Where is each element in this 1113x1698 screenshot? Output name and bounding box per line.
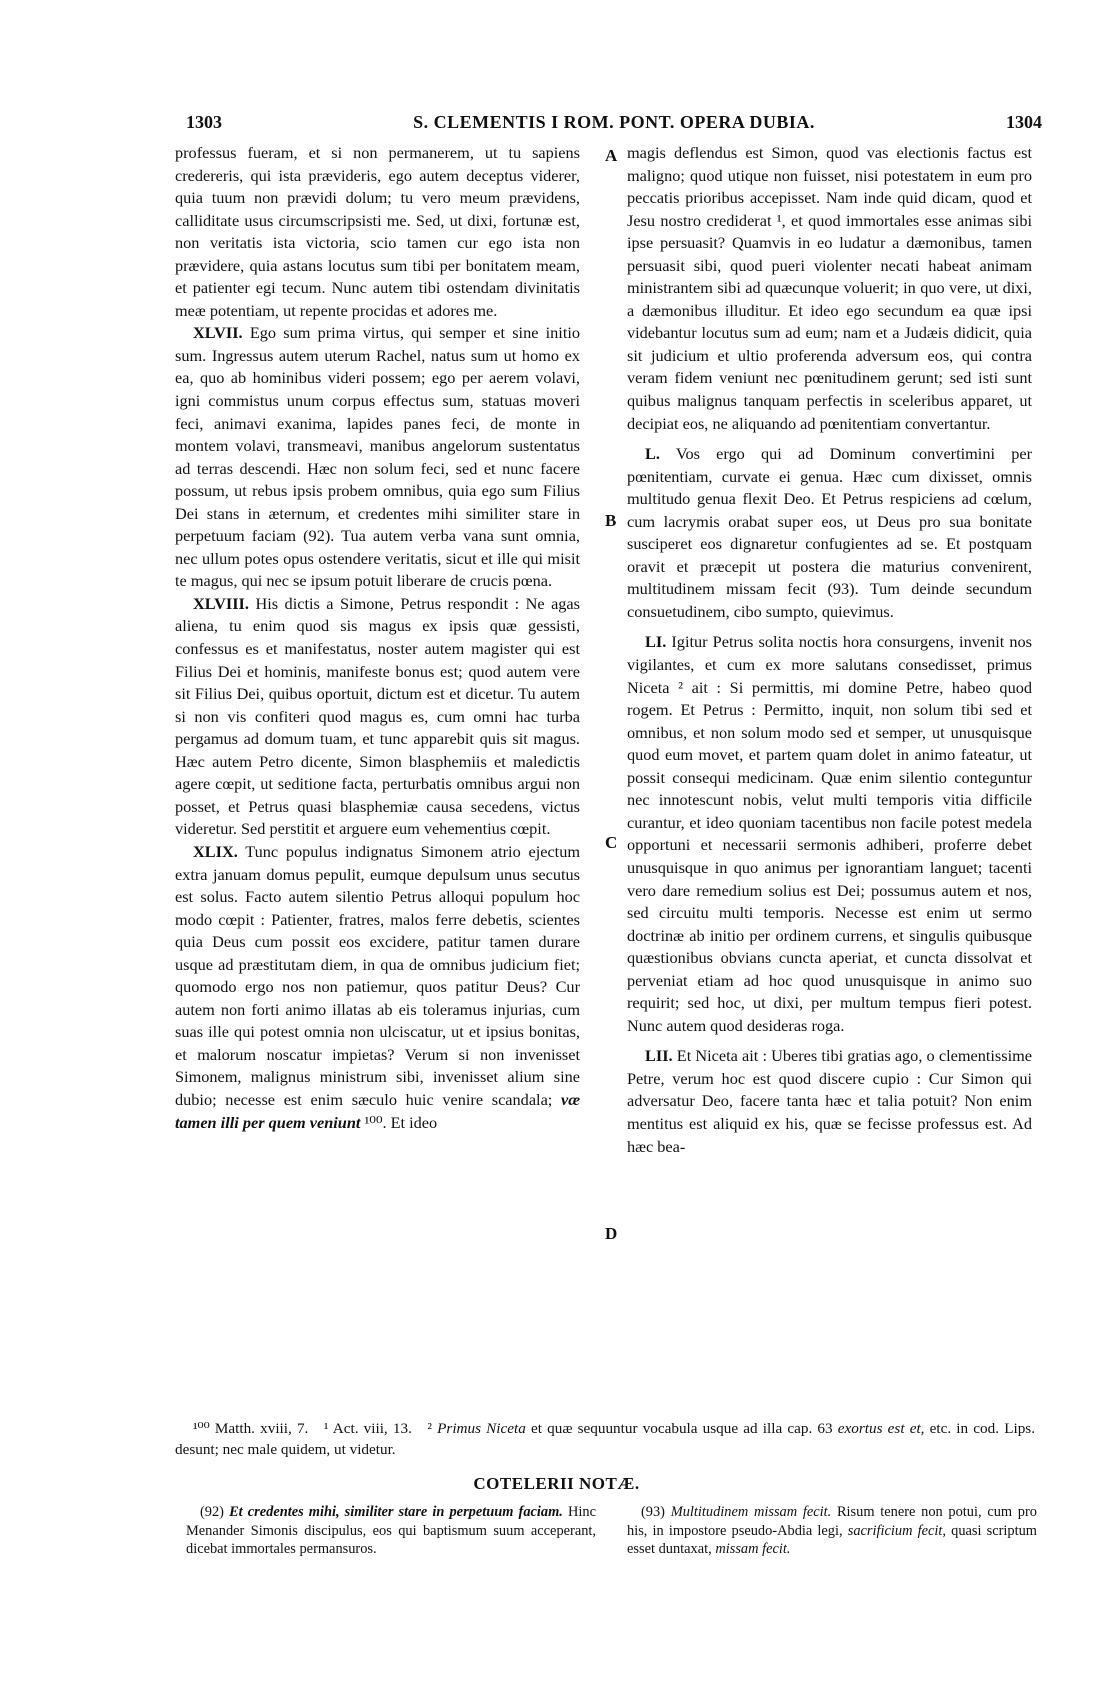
chapter-number: XLVIII. bbox=[193, 593, 249, 613]
chapter-number: LII. bbox=[645, 1046, 673, 1066]
paragraph-li: LI. Igitur Petrus solita noctis hora consurgens, invenit nos vigilantes, et cum ex more salutans consedisset, primus Niceta ² ait : Si permittis, mi domine Petre, habeo quod rogem. Et Petrus : Permitto, inquit, non solum tibi sed et omnibus, et non solum modo sed et semper, ut unusquisque quod eum movet, et partem quam dolet in animo fateatur, ut possit consequi medicinam. Quæ enim silentio conteguntur nec innotescunt nobis, velut multi temporis vitia difficile curantur, et ideo quoniam tacentibus non facile potest medela opportuni et necessarii sermonis adhiberi, proferre debet unusquisque in quo animus per ignorantiam languet; tacenti vero dare remedium solius est Dei; possumus autem et nos, sed circuitu multi temporis. Necesse est enim ut sermo doctrinæ ab initio per ordinem currens, et singulis quibusque quæstionibus obvians cuncta aperiat, et cuncta dissolvat et perveniat etiam ad hoc quod unusquisque in animo suo requirit; sed hoc, ut dixi, per multum tempus fieri potest. Nunc autem quod desideras roga. bbox=[627, 632, 1032, 1035]
margin-letter-a: A bbox=[605, 146, 618, 165]
margin-letter-d: D bbox=[605, 1224, 618, 1243]
notes-heading: COTELERII NOTÆ. bbox=[473, 1474, 640, 1493]
running-header bbox=[186, 112, 1042, 138]
paragraph-xlviii: XLVIII. His dictis a Simone, Petrus respondit : Ne agas aliena, tu enim quod sis magus ex ipsis quæ gessisti, confessus es et manifestatus, noster autem magister qui est Filius Dei et hominis, manifeste bonus est; quod autem vere sit Filius Dei, quibus oportuit, dictum est et dicetur. Tu autem si non vis confiteri quod magus es, cum omni hac turba pergamus ad domum tuam, et tunc apparebit quis sit magus. Hæc autem Petro dicente, Simon blasphemiis et maledictis agere cœpit, ut seditione facta, perturbatis omnibus argui non posset, et Petrus quasi blasphemiæ causa secedens, victus videretur. Sed perstitit et arguere eum vehementius cœpit. bbox=[175, 593, 580, 839]
page-number-right: 1304 bbox=[1006, 112, 1042, 132]
chapter-number: LI. bbox=[645, 632, 667, 652]
paragraph-xlvii: XLVII. Ego sum prima virtus, qui semper et sine initio sum. Ingressus autem uterum Rachel, natus sum ut homo ex ea, quo ab hominibus videri possem; ego per aerem volavi, igni commistus unum corpus effectus sum, statuas moveri feci, animavi exanima, lapides panes feci, de monte in montem volavi, transmeavi, manibus angelorum sustentatus ad terras descendi. Hæc non solum feci, sed et nunc facere possum, ut rebus ipsis probem omnibus, quia ego sum Filius Dei stans in æternum, et credentes mihi similiter stare in perpetuum faciam (92). Tua autem verba vana sunt omnia, nec ullum potes opus ostendere veritatis, sicut et ille qui misit te magus, qui nec se ipsum potuit liberare de crucis pœna. bbox=[175, 323, 581, 591]
footnote-line: ¹⁰⁰ Matth. xviii, 7. ¹ Act. viii, 13. ² Primus Niceta et quæ sequuntur vocabula usque ad illa cap. 63 exortus est et, etc. in cod. Lips. desunt; nec male quidem, ut videtur. bbox=[175, 1420, 1035, 1458]
page-number-left: 1303 bbox=[186, 112, 222, 132]
paragraph-xlix: XLIX. Tunc populus indignatus Simonem atrio ejectum extra januam domus pepulit, eumque depulsum unus secutus est solus. Facto autem silentio Petrus alloqui populum hoc modo cœpit : Patienter, fratres, malos ferre debetis, scientes quia Deus cum possit eos excidere, patitur tamen durare usque ad præstitutam diem, in qua de omnibus judicium fiet; quomodo ergo nos non patiemur, quos patitur Deus? Cur autem non forti animo illatas ab eis toleramus injurias, cum suas ille qui potest omnia non ulciscatur, ut et ipsius bonitas, et malorum noscatur impietas? Verum si non invenisset Simonem, malignus ministrum sibi, invenisset alium sine dubio; necesse est enim sæculo huic venire scandala; væ tamen illi per quem veniunt ¹⁰⁰. Et ideo bbox=[175, 841, 581, 1132]
chapter-number: XLIX. bbox=[193, 841, 238, 861]
paragraph: professus fueram, et si non permanerem, ut tu sapiens credereris, qui ista prævideris, ego autem deceptus viderer, quia tuum non prævidi dolum; tu vero meum prævidens, calliditate usus circumscripsisti me. Sed, ut dixi, fortunæ est, non veritatis ista victoria, scio tamen cur ego ista non prævidere, quia astans locutus sum tibi per bonitatem meam, et patienter egi tecum. Nunc autem tibi ostendam divinitatis meæ potentiam, ut repente procidas et adores me. bbox=[175, 143, 580, 320]
paragraph: magis deflendus est Simon, quod vas electionis factus est maligno; quod utique non fuisset, nisi potestatem in eum pro peccatis prioribus accepisset. Nam inde quid dicam, quod et Jesu nostro crediderat ¹, et quod immortales esse animas sibi ipse persuasit? Quamvis in eo ludatur a dæmonibus, tamen persuasit sibi, quod pueri violenter necati habeat animam ministrantem sibi ad quæcunque voluerit; in quo vere, ut dixi, a dæmonibus illuditur. Et ideo ego secundum ea quæ ipsi videbantur locutus sum ad eum; nam et a Judæis didicit, quia sit judicium et ultio proferenda adversum eos, qui contra veram fidem veniunt nec pœnitudinem gerunt; sed isti sunt quibus malignus tanquam perfectis in sceleribus apparet, ut decipiat eos, ne aliquando ad pœnitentiam convertantur. bbox=[627, 143, 1032, 433]
chapter-number: L. bbox=[645, 444, 660, 464]
chapter-number: XLVII. bbox=[193, 323, 243, 343]
paragraph-lii: LII. Et Niceta ait : Uberes tibi gratias ago, o clementissime Petre, verum hoc est quod discere cupio : Cur Simon qui adversatur Deo, facere tanta hæc et talia potuit? Non enim mentitus est aliquid ex his, quæ se fecisse professus est. Ad hæc bea- bbox=[627, 1046, 1032, 1156]
margin-letter-c: C bbox=[605, 833, 618, 852]
note-93: (93) Multitudinem missam fecit. Risum tenere non potui, cum pro his, in impostore pseudo-Abdia legi, sacrificium fecit, quasi scriptum esset duntaxat, missam fecit. bbox=[627, 1504, 1037, 1557]
running-title: S. CLEMENTIS I ROM. PONT. OPERA DUBIA. bbox=[413, 112, 815, 132]
paragraph-l: L. Vos ergo qui ad Dominum convertimini per pœnitentiam, curvate ei genua. Hæc cum dixisset, omnis multitudo genua flexit Deo. Et Petrus respiciens ad cœlum, cum lacrymis orabat super eos, ut Deus pro sua bonitate susciperet eos dignaretur confugientes ad se. Et postquam oravit et præcepit ut postera die maturius convenirent, multitudinem missam fecit (93). Tum deinde secundum consuetudinem, cibo sumpto, quievimus. bbox=[627, 444, 1032, 621]
right-column bbox=[627, 142, 1032, 1158]
left-column bbox=[175, 142, 580, 1134]
margin-letter-b: B bbox=[605, 511, 617, 530]
footnote-ref: ¹⁰⁰ bbox=[364, 1112, 383, 1132]
footnotes bbox=[175, 1418, 1035, 1460]
note-92: (92) Et credentes mihi, similiter stare in perpetuum faciam. Hinc Menander Simonis discipulus, eos qui baptismum suum acceperant, dicebat immortales permansuros. bbox=[186, 1504, 596, 1557]
quotation: væ tamen illi per quem veniunt bbox=[175, 1089, 581, 1132]
